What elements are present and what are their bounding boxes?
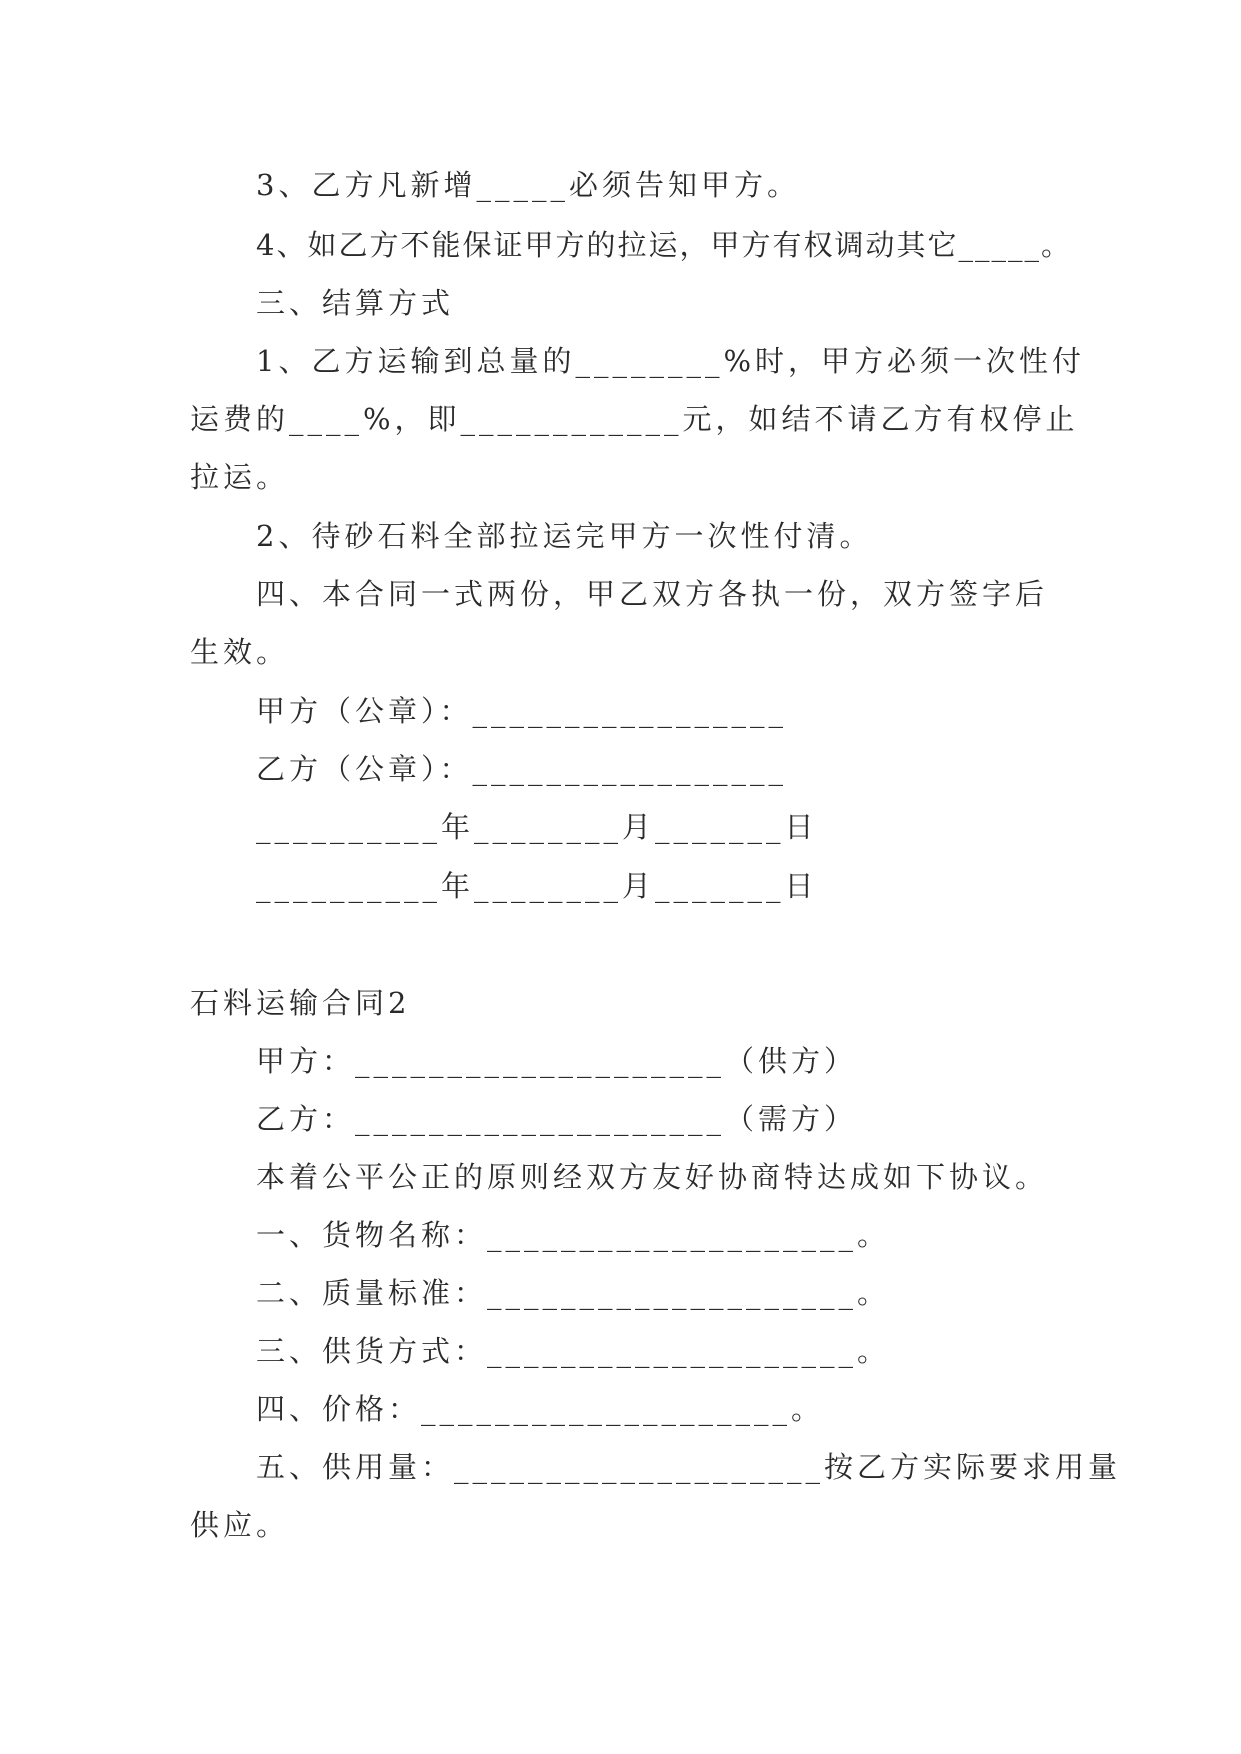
settlement-clause-1-end: 拉运。 [190,460,290,494]
date-line-2: __________年________月_______日 [256,869,818,903]
contract-2-supply-quantity-end: 供应。 [190,1508,290,1542]
section-copies-clause-end: 生效。 [190,635,290,669]
contract-2-party-a: 甲方：____________________（供方） [256,1044,858,1078]
date-line-1: __________年________月_______日 [256,810,818,844]
contract-2-title: 石料运输合同2 [190,986,411,1020]
party-a-seal-line: 甲方（公章）：_________________ [256,694,788,728]
contract-2-supply-method: 三、供货方式：____________________。 [256,1334,891,1368]
contract-2-price: 四、价格：____________________。 [256,1392,825,1426]
contract-2-supply-quantity: 五、供用量：____________________按乙方实际要求用量 [256,1450,1122,1484]
clause-4-dispatch: 4、如乙方不能保证甲方的拉运，甲方有权调动其它_____。 [256,228,1072,262]
party-b-seal-line: 乙方（公章）：_________________ [256,752,788,786]
clause-3-new-addition: 3、乙方凡新增_____必须告知甲方。 [256,168,800,202]
section-settlement-heading: 三、结算方式 [256,286,455,320]
section-copies-clause: 四、本合同一式两份，甲乙双方各执一份，双方签字后 [256,577,1049,611]
contract-2-goods-name: 一、货物名称：____________________。 [256,1218,891,1252]
contract-2-preamble: 本着公平公正的原则经双方友好协商特达成如下协议。 [256,1160,1049,1194]
contract-2-quality-standard: 二、质量标准：____________________。 [256,1276,891,1310]
settlement-clause-1-cont: 运费的____%，即____________元，如结不请乙方有权停止 [190,402,1079,436]
settlement-clause-1: 1、乙方运输到总量的________%时，甲方必须一次性付 [256,344,1086,378]
contract-2-party-b: 乙方：____________________（需方） [256,1102,858,1136]
settlement-clause-2: 2、待砂石料全部拉运完甲方一次性付清。 [256,519,873,553]
